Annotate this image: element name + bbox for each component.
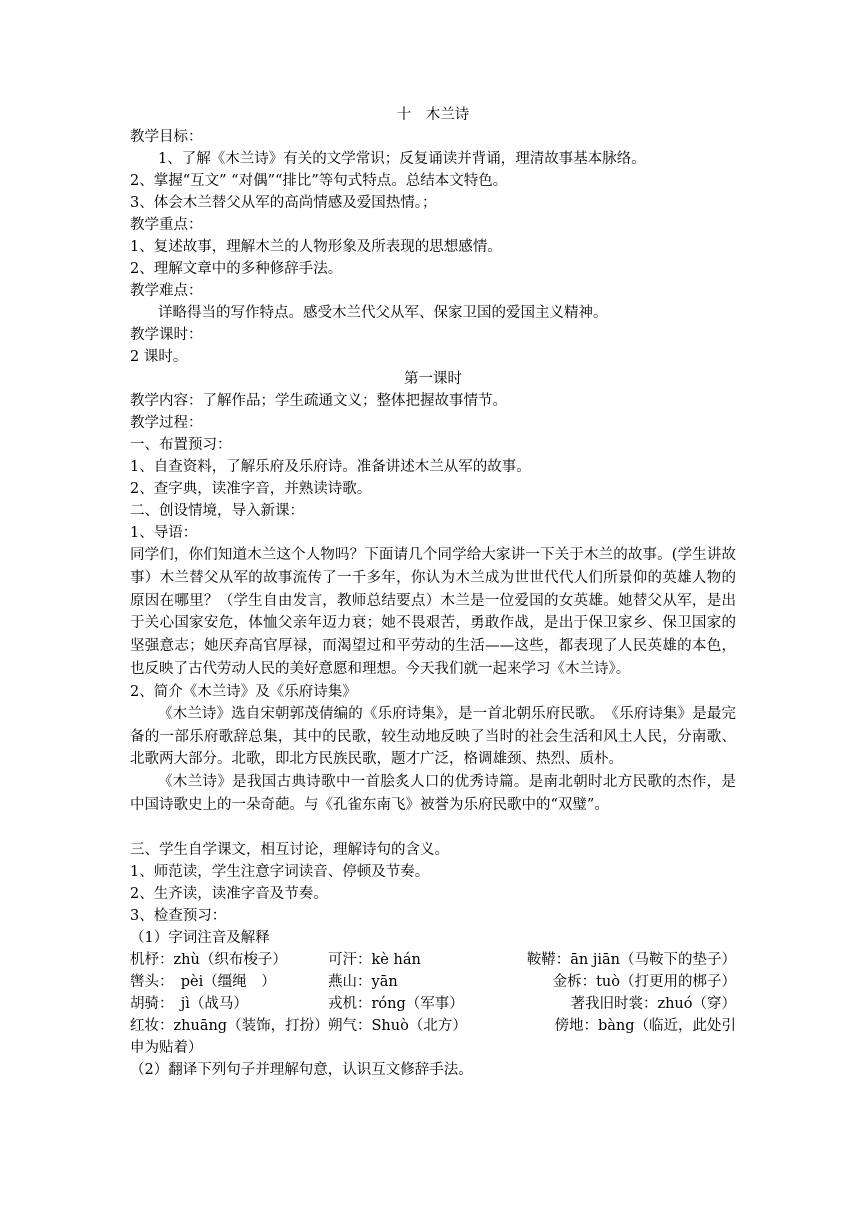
intro-paragraph bbox=[130, 544, 736, 681]
intro-paragraph-text: 同学们，你们知道木兰这个人物吗？下面请几个同学给大家讲一下关于木兰的故事。(学生讲故事）木兰替父从军的故事流传了一千多年，你认为木兰成为世世代代人们所景仰的英雄人物的原因在哪里？（学生自由发言，教师总结要点）木兰是一位爱国的女英雄。她替父从军，是出于关心国家安危，体恤父亲年迈力衰；她不畏艰苦，勇敢作战，是出于保卫家乡、保卫国家的坚强意志；她厌弃高官厚禄，而渴望过和平劳动的生活——这些，都表现了人民英雄的本色，也反映了古代劳动人民的美好意愿和理想。今天我们就一起来学习《木兰诗》。 bbox=[130, 547, 736, 677]
goal-item: 3、体会木兰替父从军的高尚情感及爱国热情。； bbox=[130, 195, 437, 211]
key-points-heading: 教学重点： bbox=[130, 217, 203, 233]
step-one-item: 2、查字典，读准字音，并熟读诗歌。 bbox=[130, 481, 372, 497]
vocab-entry: 红妆：zhuāng（装饰，打扮） bbox=[130, 1017, 329, 1034]
brief-paragraph-two bbox=[130, 771, 736, 817]
vocab-entry: 胡骑： jì（战马） bbox=[130, 995, 248, 1012]
translate-heading: （2）翻译下列句子并理解句意，认识互文修辞手法。 bbox=[130, 1061, 473, 1078]
difficult-points-heading: 教学难点： bbox=[130, 283, 203, 299]
vocab-entry: 鞍鞯：ān jiān（马鞍下的垫子） bbox=[526, 951, 736, 968]
step-three-item: 2、生齐读，读准字音及节奏。 bbox=[130, 885, 328, 902]
lesson-one-title: 第一课时 bbox=[404, 371, 462, 387]
brief-paragraph-one-text: 《木兰诗》选自宋朝郭茂倩编的《乐府诗集》，是一首北朝乐府民歌。 《乐府诗集》是最完备的一部乐府歌辞总集，其中的民歌，较生动地反映了当时的社会生活和风土人民，分南歌、北歌两大部分。北歌，即北方民族民歌，题才广泛，格调雄颈、热烈、质朴。 bbox=[130, 705, 736, 768]
vocab-row bbox=[130, 949, 736, 971]
class-hours-text: 2 课时。 bbox=[130, 349, 188, 365]
vocab-entry: 戎机：róng（军事） bbox=[328, 995, 464, 1012]
brief-paragraph-one bbox=[130, 703, 736, 771]
vocab-entry: 机杼：zhù（织布梭子） bbox=[130, 951, 287, 968]
step-three-heading: 三、学生自学课文，相互讨论，理解诗句的含义。 bbox=[130, 841, 449, 858]
goals-heading: 教学目标： bbox=[130, 129, 203, 145]
brief-paragraph-two-text: 《木兰诗》是我国古典诗歌中一首脍炙人口的优秀诗篇。是南北朝时北方民歌的杰作，是中国诗歌史上的一朵奇葩。与《孔雀东南飞》被誉为乐府民歌中的“双璧”。 bbox=[130, 774, 736, 813]
intro-heading: 1、导语： bbox=[130, 525, 198, 541]
step-two-heading: 二、创设情境，导入新课： bbox=[130, 503, 304, 519]
vocab-entry-continuation: 申为贴着） bbox=[130, 1039, 203, 1056]
vocab-entry: 可汗：kè hán bbox=[328, 951, 421, 968]
vocab-entry: 辔头： pèi（缰绳 ） bbox=[130, 973, 276, 990]
vocab-row bbox=[130, 1015, 736, 1037]
vocab-heading: （1）字词注音及解释 bbox=[130, 929, 270, 946]
goal-item: 2、掌握“互文” “对偶”“排比”等句式特点。总结本文特色。 bbox=[130, 173, 508, 189]
vocab-entry: 燕山：yān bbox=[328, 973, 398, 990]
vocab-entry: 著我旧时裳：zhuó（穿） bbox=[570, 995, 736, 1012]
brief-heading: 2、简介《木兰诗》及《乐府诗集》 bbox=[130, 683, 357, 700]
difficult-points-text: 详略得当的写作特点。感受木兰代父从军、保家卫国的爱国主义精神。 bbox=[158, 305, 608, 321]
step-one-heading: 一、布置预习： bbox=[130, 437, 232, 453]
vocab-entry: 金柝：tuò（打更用的梆子） bbox=[552, 973, 736, 990]
key-point-item: 2、理解文章中的多种修辞手法。 bbox=[130, 261, 343, 277]
goal-item: 1、了解《木兰诗》有关的文学常识；反复诵读并背诵，理清故事基本脉络。 bbox=[158, 151, 646, 167]
step-one-item: 1、自查资料，了解乐府及乐府诗。准备讲述木兰从军的故事。 bbox=[130, 459, 531, 475]
class-hours-heading: 教学课时： bbox=[130, 327, 203, 343]
lesson-content: 教学内容：了解作品；学生疏通文义；整体把握故事情节。 bbox=[130, 393, 507, 409]
vocab-row bbox=[130, 993, 736, 1015]
lesson-plan-body bbox=[130, 104, 736, 1081]
step-three-item: 3、检查预习： bbox=[130, 907, 227, 924]
vocab-entry: 朔气：Shuò（北方） bbox=[328, 1017, 467, 1034]
key-point-item: 1、复述故事，理解木兰的人物形象及所表现的思想感情。 bbox=[130, 239, 502, 255]
vocab-row bbox=[130, 971, 736, 993]
process-heading: 教学过程： bbox=[130, 415, 203, 431]
step-three-item: 1、师范读，学生注意字词读音、停顿及节奏。 bbox=[130, 863, 430, 880]
blank-line bbox=[130, 817, 736, 839]
vocab-entry: 傍地：bàng（临近，此处引 bbox=[554, 1017, 736, 1034]
document-title: 十 木兰诗 bbox=[396, 107, 470, 123]
